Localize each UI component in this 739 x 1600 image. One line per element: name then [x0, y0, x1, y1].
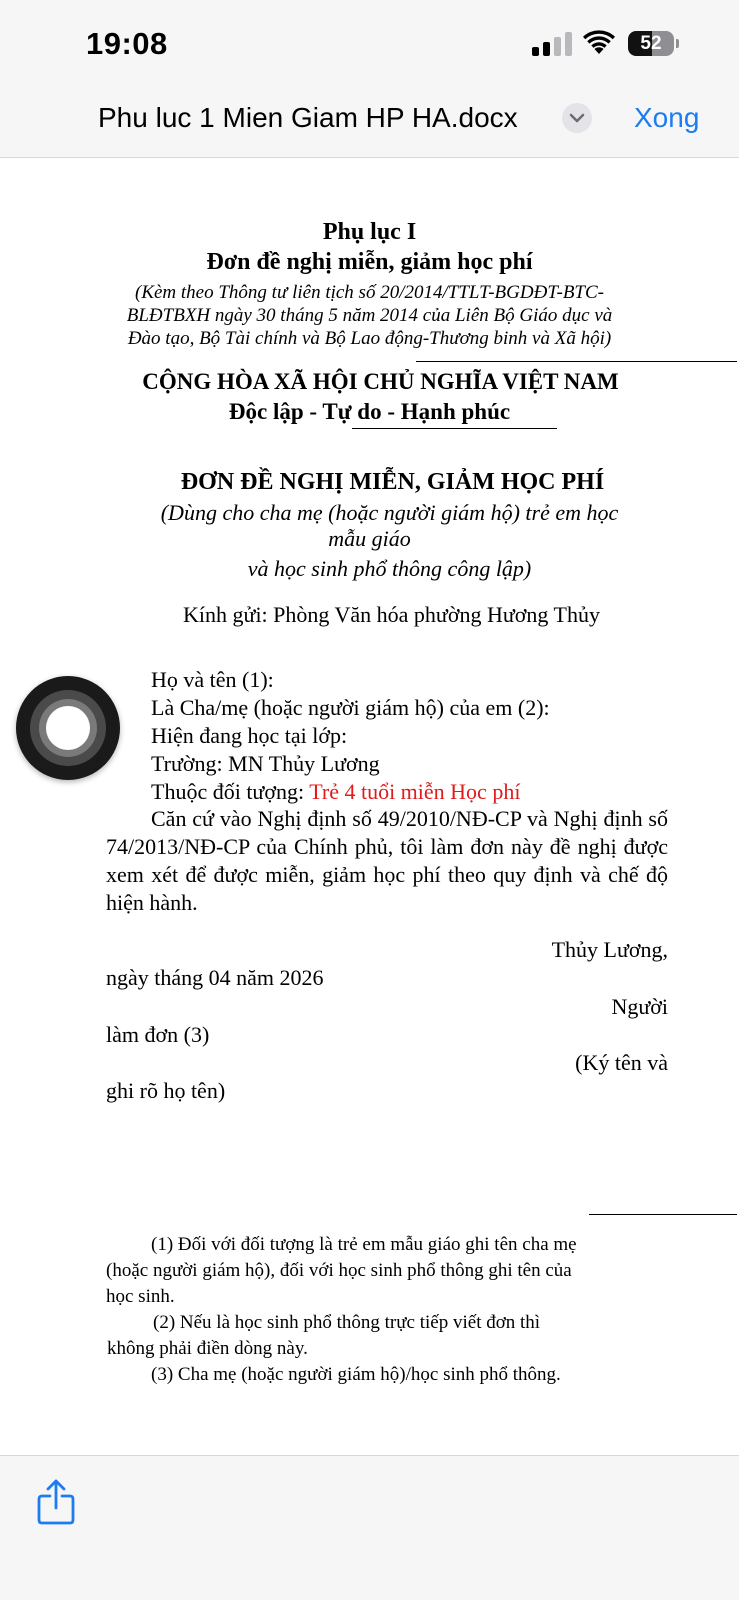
document-title[interactable]: Phu luc 1 Mien Giam HP HA.docx	[98, 102, 518, 133]
cellular-signal-icon	[532, 32, 572, 56]
assistive-touch-button[interactable]	[16, 676, 120, 780]
footnote-line: không phải điền dòng này.	[107, 1338, 308, 1359]
field-category	[151, 779, 520, 805]
status-bar	[0, 0, 739, 88]
form-subtitle-line: và học sinh phổ thông công lập)	[247, 556, 532, 581]
field-school: Trường: MN Thủy Lương	[151, 751, 380, 776]
field-category-label: Thuộc đối tượng:	[151, 779, 310, 804]
attachment-note-line: (Kèm theo Thông tư liên tịch số 20/2014/TTLT-BGDĐT-BTC-	[135, 282, 604, 303]
appendix-title: Phụ lục I	[322, 219, 417, 245]
attachment-note-line: BLĐTBXH ngày 30 tháng 5 năm 2014 của Liên Bộ Giáo dục và	[126, 305, 613, 326]
footnote-line: (hoặc người giám hộ), đối với học sinh phổ thông ghi tên của	[106, 1260, 572, 1281]
document-page	[0, 159, 739, 1455]
done-button[interactable]: Xong	[634, 102, 700, 133]
field-class: Hiện đang học tại lớp:	[151, 723, 348, 748]
motto: Độc lập - Tự do - Hạnh phúc	[228, 399, 511, 424]
sign-note: (Ký tên và	[575, 1050, 668, 1075]
battery-icon	[628, 31, 678, 56]
footnote-line: (3) Cha mẹ (hoặc người giám hộ)/học sinh phổ thông.	[151, 1364, 561, 1385]
bottom-toolbar	[0, 1455, 739, 1600]
appendix-subtitle: Đơn đề nghị miễn, giảm học phí	[206, 249, 533, 275]
nav-bar	[0, 88, 739, 158]
form-subtitle-line: mẫu giáo	[328, 526, 411, 551]
footnote-line: học sinh.	[106, 1286, 175, 1307]
form-subtitle-line: (Dùng cho cha mẹ (hoặc người giám hộ) trẻ em học	[160, 500, 619, 525]
signing-date: ngày tháng 04 năm 2026	[106, 965, 324, 990]
footnote-divider	[589, 1214, 737, 1215]
share-icon[interactable]	[36, 1478, 76, 1526]
applicant-label-cont: làm đơn (3)	[106, 1022, 210, 1047]
divider-line	[416, 361, 737, 362]
form-title: ĐƠN ĐỀ NGHỊ MIỄN, GIẢM HỌC PHÍ	[180, 469, 605, 495]
footnote-line: (2) Nếu là học sinh phổ thông trực tiếp viết đơn thì	[153, 1312, 541, 1333]
field-name: Họ và tên (1):	[151, 667, 274, 692]
basis-paragraph: Căn cứ vào Nghị định số 49/2010/NĐ-CP và Nghị định số 74/2013/NĐ-CP của Chính phủ, tôi làm đơn này đề nghị được xem xét để được miễn, giảm học phí theo quy định và chế độ hiện hành.	[106, 806, 668, 915]
wifi-icon	[582, 30, 616, 56]
footnote-line: (1) Đối với đối tượng là trẻ em mẫu giáo ghi tên cha mẹ	[151, 1234, 577, 1255]
field-parent-of: Là Cha/mẹ (hoặc người giám hộ) của em (2):	[151, 695, 550, 720]
motto-underline	[352, 428, 557, 429]
chevron-down-icon[interactable]	[562, 103, 592, 133]
attachment-note-line: Đào tạo, Bộ Tài chính và Bộ Lao động-Thương binh và Xã hội)	[127, 328, 612, 349]
signing-place: Thủy Lương,	[551, 937, 668, 962]
sign-note-cont: ghi rõ họ tên)	[106, 1078, 226, 1103]
recipient-line: Kính gửi: Phòng Văn hóa phường Hương Thủy	[183, 602, 600, 627]
status-time: 19:08	[86, 26, 168, 61]
applicant-label: Người	[611, 994, 668, 1019]
field-category-value: Trẻ 4 tuổi miễn Học phí	[309, 779, 521, 804]
national-title: CỘNG HÒA XÃ HỘI CHỦ NGHĨA VIỆT NAM	[142, 369, 619, 394]
battery-level: 52	[640, 33, 662, 54]
